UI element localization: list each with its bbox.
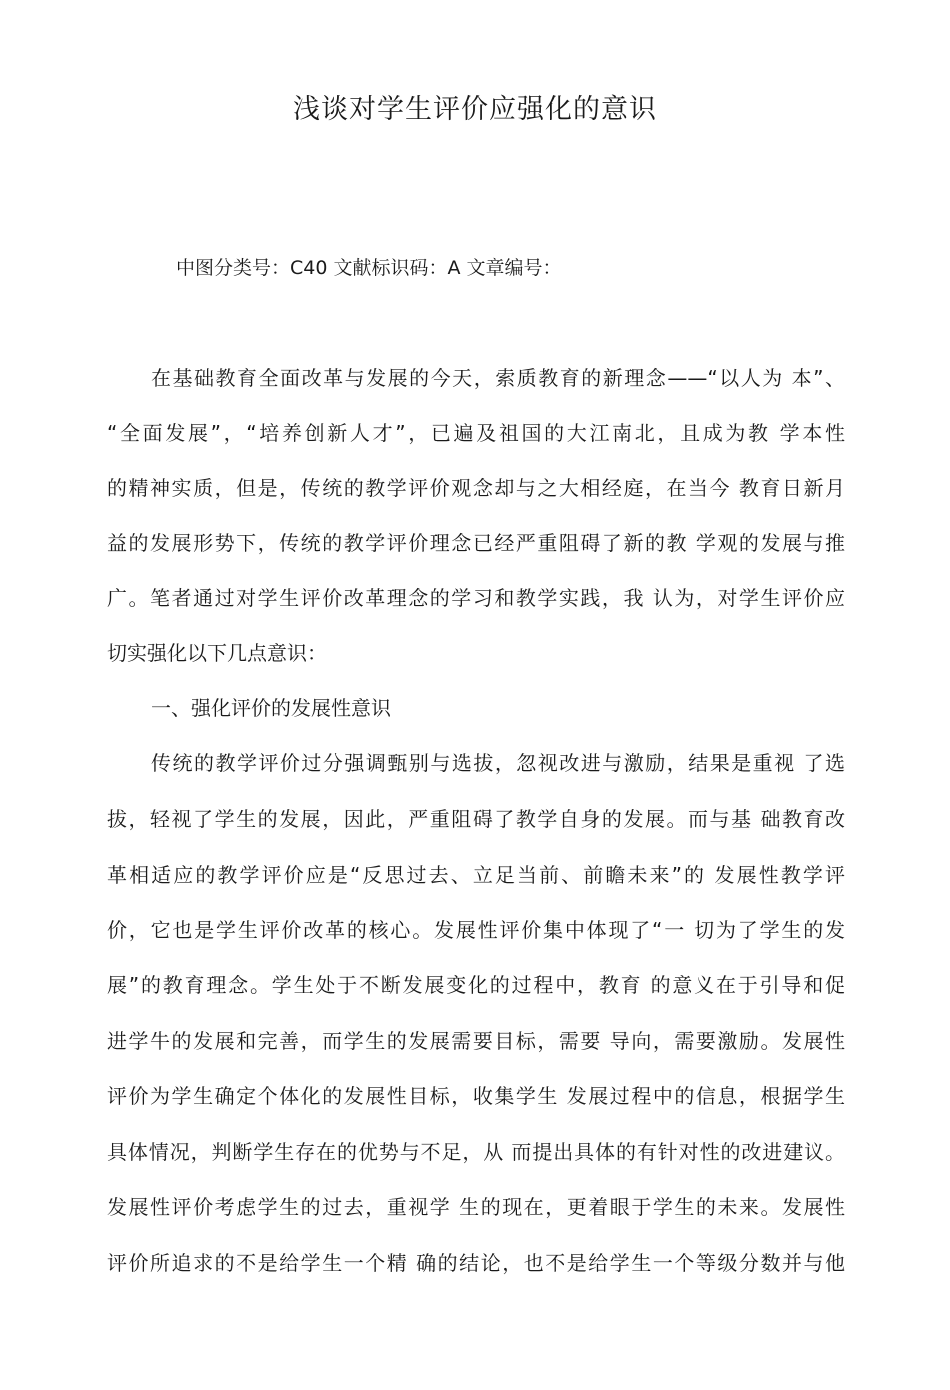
paragraph-1-line-4: 益的发展形势下，传统的教学评价理念已经严重阻碍了新的教 学观的发展与推 [107,531,845,555]
paragraph-1-line-3: 的精神实质，但是，传统的教学评价观念却与之大相经庭，在当今 教育日新月 [107,476,845,500]
paragraph-2-line-1: 传统的教学评价过分强调甄别与选拔，忽视改进与激励，结果是重视 了选 [151,751,845,775]
paragraph-2-line-5: 展”的教育理念。学生处于不断发展变化的过程中，教育 的意义在于引导和促 [107,973,845,997]
document-title: 浅谈对学生评价应强化的意识 [293,94,657,125]
paragraph-2-line-4: 价，它也是学生评价改革的核心。发展性评价集中体现了“一 切为了学生的发 [107,918,845,942]
paragraph-2-line-9: 发展性评价考虑学生的过去，重视学 生的现在，更着眼于学生的未来。发展性 [107,1195,845,1219]
paragraph-1-line-6: 切实强化以下几点意识： [107,641,327,665]
paragraph-2-line-6: 进学牛的发展和完善，而学生的发展需要目标，需要 导向，需要激励。发展性 [107,1029,845,1053]
section-heading: 一、强化评价的发展性意识 [151,696,391,720]
paragraph-2-line-3: 革相适应的教学评价应是“反思过去、立足当前、前瞻未来”的 发展性教学评 [107,863,845,887]
classification-line: 中图分类号：C40 文献标识码：A 文章编号： [176,257,562,279]
paragraph-1-line-1: 在基础教育全面改革与发展的今天，索质教育的新理念——“以人为 本”、 [151,366,845,390]
paragraph-2-line-8: 具体情况，判断学生存在的优势与不足，从 而提出具体的有针对性的改进建议。 [107,1140,845,1164]
paragraph-2-line-2: 拔，轻视了学生的发展，因此，严重阻碍了教学自身的发展。而与基 础教育改 [107,807,845,831]
paragraph-2-line-10: 评价所追求的不是给学生一个精 确的结论，也不是给学生一个等级分数并与他 [107,1251,845,1275]
paragraph-1-line-5: 广。笔者通过对学生评价改革理念的学习和教学实践，我 认为，对学生评价应 [107,586,845,610]
paragraph-1-line-2: “全面发展”，“培养创新人才”，已遍及祖国的大江南北，且成为教 学本性 [107,421,845,445]
paragraph-2-line-7: 评价为学生确定个体化的发展性目标，收集学生 发展过程中的信息，根据学生 [107,1084,845,1108]
